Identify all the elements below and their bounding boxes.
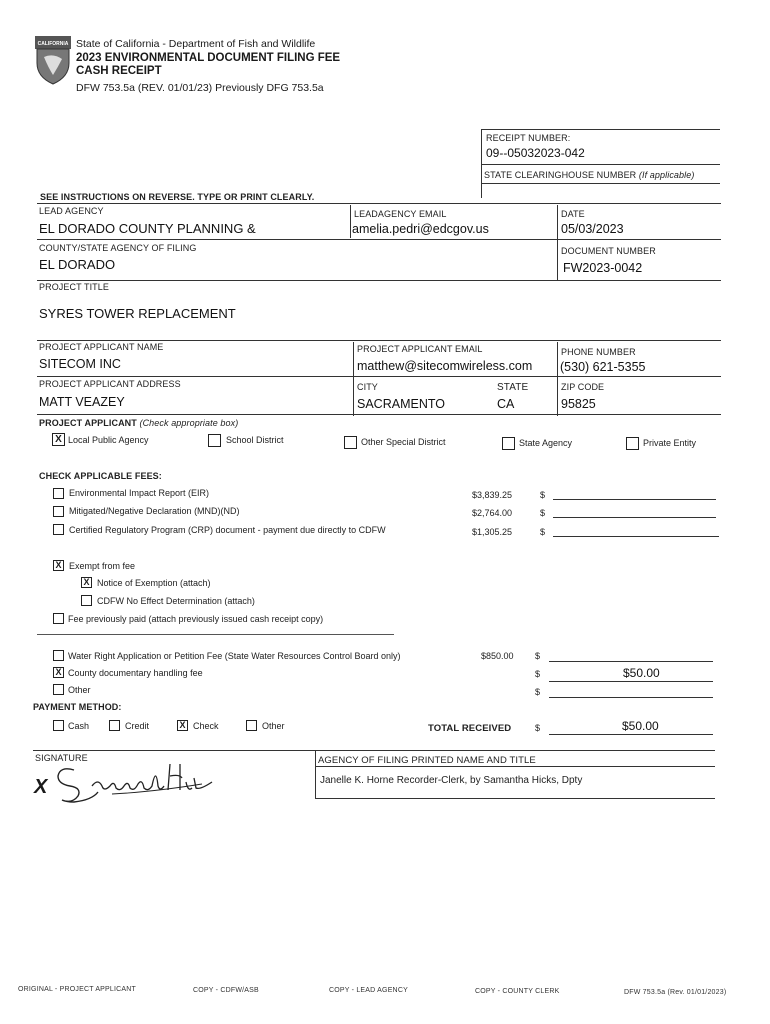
crp-fee: $1,305.25 — [472, 527, 513, 537]
applicant-email: matthew@sitecomwireless.com — [357, 359, 533, 373]
divider — [37, 203, 721, 204]
divider — [557, 205, 558, 280]
eir-checkbox[interactable] — [53, 488, 64, 499]
divider — [481, 129, 720, 130]
lead-agency-email-label: LEADAGENCY EMAIL — [354, 209, 447, 219]
exempt-label: Exempt from fee — [69, 561, 136, 571]
water-fee: $850.00 — [481, 651, 514, 661]
other-fee-amount-line[interactable] — [549, 697, 713, 698]
state-seal-logo — [34, 35, 72, 85]
eir-fee: $3,839.25 — [472, 490, 513, 500]
clearinghouse-note: (If applicable) — [638, 170, 695, 180]
divider — [557, 342, 558, 416]
project-title-value: SYRES TOWER REPLACEMENT — [39, 306, 236, 321]
eir-amount-line[interactable] — [553, 499, 716, 500]
state-label: STATE — [497, 382, 529, 393]
divider — [37, 414, 721, 415]
divider — [37, 280, 721, 281]
water-dollar: $ — [535, 651, 541, 661]
form-title-line1: 2023 ENVIRONMENTAL DOCUMENT FILING FEE — [76, 52, 341, 64]
footer-copy-original: ORIGINAL - PROJECT APPLICANT — [18, 986, 137, 993]
receipt-number-label: RECEIPT NUMBER: — [486, 133, 571, 143]
applicant-address: MATT VEAZEY — [39, 395, 125, 409]
fees-heading: CHECK APPLICABLE FEES: — [39, 471, 162, 481]
divider — [315, 766, 715, 767]
divider — [315, 798, 715, 799]
mnd-checkbox[interactable] — [53, 506, 64, 517]
total-received-label: TOTAL RECEIVED — [428, 723, 512, 734]
county-fee-dollar: $ — [535, 669, 541, 679]
state-value: CA — [497, 397, 515, 411]
county-fee-label: County documentary handling fee — [68, 668, 203, 678]
applicant-address-label: PROJECT APPLICANT ADDRESS — [39, 379, 181, 389]
prev-paid-label: Fee previously paid (attach previously issued cash receipt copy) — [68, 614, 324, 624]
cash-label: Cash — [68, 721, 90, 731]
city-label: CITY — [357, 382, 378, 392]
lead-agency-email: amelia.pedri@edcgov.us — [352, 222, 489, 236]
mnd-label: Mitigated/Negative Declaration (MND)(ND) — [69, 506, 240, 516]
project-title-label: PROJECT TITLE — [39, 282, 109, 292]
document-number-label: DOCUMENT NUMBER — [561, 246, 656, 256]
lead-agency-label: LEAD AGENCY — [39, 206, 104, 216]
signature-label: SIGNATURE — [35, 753, 88, 763]
filing-agency-value: Janelle K. Horne Recorder-Clerk, by Samantha Hicks, Dpty — [320, 775, 583, 786]
other-payment-checkbox[interactable] — [246, 720, 257, 731]
instructions: SEE INSTRUCTIONS ON REVERSE. TYPE OR PRINT CLEARLY. — [40, 192, 315, 202]
clearinghouse-label-text: STATE CLEARINGHOUSE NUMBER — [484, 170, 637, 180]
state-agency-label: State Agency — [519, 438, 573, 448]
prev-paid-checkbox[interactable] — [53, 613, 64, 624]
footer-copy-cdfw: COPY - CDFW/ASB — [193, 987, 259, 994]
divider — [37, 239, 721, 240]
exempt-checkbox[interactable]: X — [53, 560, 64, 571]
phone-label: PHONE NUMBER — [561, 347, 636, 357]
city-value: SACRAMENTO — [357, 397, 445, 411]
cdfw-label: CDFW No Effect Determination (attach) — [97, 596, 255, 606]
form-title-line2: CASH RECEIPT — [76, 65, 162, 77]
other-fee-checkbox[interactable] — [53, 684, 64, 695]
county-label: COUNTY/STATE AGENCY OF FILING — [39, 243, 197, 253]
zip-value: 95825 — [561, 397, 596, 411]
total-amount-line — [549, 734, 713, 735]
applicant-type-note: (Check appropriate box) — [139, 418, 239, 428]
filing-agency-label: AGENCY OF FILING PRINTED NAME AND TITLE — [318, 755, 536, 766]
phone-number: (530) 621-5355 — [560, 360, 646, 374]
other-payment-label: Other — [262, 721, 285, 731]
svg-text:CALIFORNIA: CALIFORNIA — [37, 41, 69, 47]
county-fee-amount-line[interactable] — [549, 681, 713, 682]
school-district-checkbox[interactable] — [208, 434, 221, 447]
footer-form-number: DFW 753.5a (Rev. 01/01/2023) — [624, 989, 727, 996]
crp-checkbox[interactable] — [53, 524, 64, 535]
other-fee-dollar: $ — [535, 687, 541, 697]
cash-checkbox[interactable] — [53, 720, 64, 731]
form-number: DFW 753.5a (REV. 01/01/23) Previously DFG 753.5a — [76, 82, 324, 94]
check-checkbox[interactable]: X — [177, 720, 188, 731]
local-public-agency-checkbox[interactable]: X — [52, 433, 65, 446]
crp-label: Certified Regulatory Program (CRP) document - payment due directly to CDFW — [69, 525, 386, 535]
date-value: 05/03/2023 — [561, 222, 624, 236]
noe-checkbox[interactable]: X — [81, 577, 92, 588]
divider — [37, 376, 721, 377]
mnd-fee: $2,764.00 — [472, 508, 513, 518]
local-public-agency-label: Local Public Agency — [68, 435, 149, 445]
total-received-amount: $50.00 — [622, 719, 659, 733]
water-amount-line[interactable] — [549, 661, 713, 662]
cdfw-checkbox[interactable] — [81, 595, 92, 606]
signature-x-mark: X — [34, 776, 48, 798]
divider — [481, 164, 720, 165]
footer-copy-county-clerk: COPY - COUNTY CLERK — [475, 988, 560, 995]
state-agency-checkbox[interactable] — [502, 437, 515, 450]
applicant-email-label: PROJECT APPLICANT EMAIL — [357, 344, 483, 354]
applicant-name: SITECOM INC — [39, 357, 121, 371]
divider — [350, 205, 351, 238]
divider — [33, 750, 715, 751]
divider — [37, 340, 721, 341]
crp-dollar: $ — [540, 527, 546, 537]
divider — [481, 183, 720, 184]
county-value: EL DORADO — [39, 257, 116, 272]
zip-label: ZIP CODE — [561, 382, 605, 392]
other-special-district-checkbox[interactable] — [344, 436, 357, 449]
divider — [37, 634, 394, 635]
credit-checkbox[interactable] — [109, 720, 120, 731]
county-fee-checkbox[interactable]: X — [53, 667, 64, 678]
check-label: Check — [193, 721, 219, 731]
date-label: DATE — [561, 209, 585, 219]
crp-amount-line[interactable] — [553, 536, 719, 537]
payment-method-label: PAYMENT METHOD: — [33, 702, 122, 712]
eir-label: Environmental Impact Report (EIR) — [69, 488, 210, 498]
eir-dollar: $ — [540, 490, 546, 500]
county-fee-amount: $50.00 — [623, 666, 660, 680]
divider — [315, 750, 316, 798]
form-title — [76, 52, 340, 78]
clearinghouse-label — [484, 170, 694, 180]
private-entity-checkbox[interactable] — [626, 437, 639, 450]
lead-agency-value: EL DORADO COUNTY PLANNING & — [39, 221, 256, 236]
applicant-name-label: PROJECT APPLICANT NAME — [39, 342, 164, 352]
noe-label: Notice of Exemption (attach) — [97, 578, 211, 588]
school-district-label: School District — [226, 435, 284, 445]
document-number: FW2023-0042 — [563, 261, 643, 275]
mnd-amount-line[interactable] — [553, 517, 716, 518]
divider — [353, 342, 354, 416]
handwritten-signature[interactable] — [52, 756, 222, 806]
credit-label: Credit — [125, 721, 150, 731]
other-special-district-label: Other Special District — [361, 437, 446, 447]
private-entity-label: Private Entity — [643, 438, 697, 448]
total-dollar: $ — [535, 723, 541, 733]
applicant-type-label — [39, 418, 238, 428]
water-label: Water Right Application or Petition Fee (State Water Resources Control Board only) — [68, 651, 401, 661]
mnd-dollar: $ — [540, 508, 546, 518]
other-fee-label: Other — [68, 685, 91, 695]
receipt-number: 09--05032023-042 — [486, 146, 585, 160]
water-checkbox[interactable] — [53, 650, 64, 661]
footer-copy-lead-agency: COPY - LEAD AGENCY — [329, 987, 408, 994]
applicant-type-label-text: PROJECT APPLICANT — [39, 418, 137, 428]
department-line: State of California - Department of Fish and Wildlife — [76, 38, 316, 50]
